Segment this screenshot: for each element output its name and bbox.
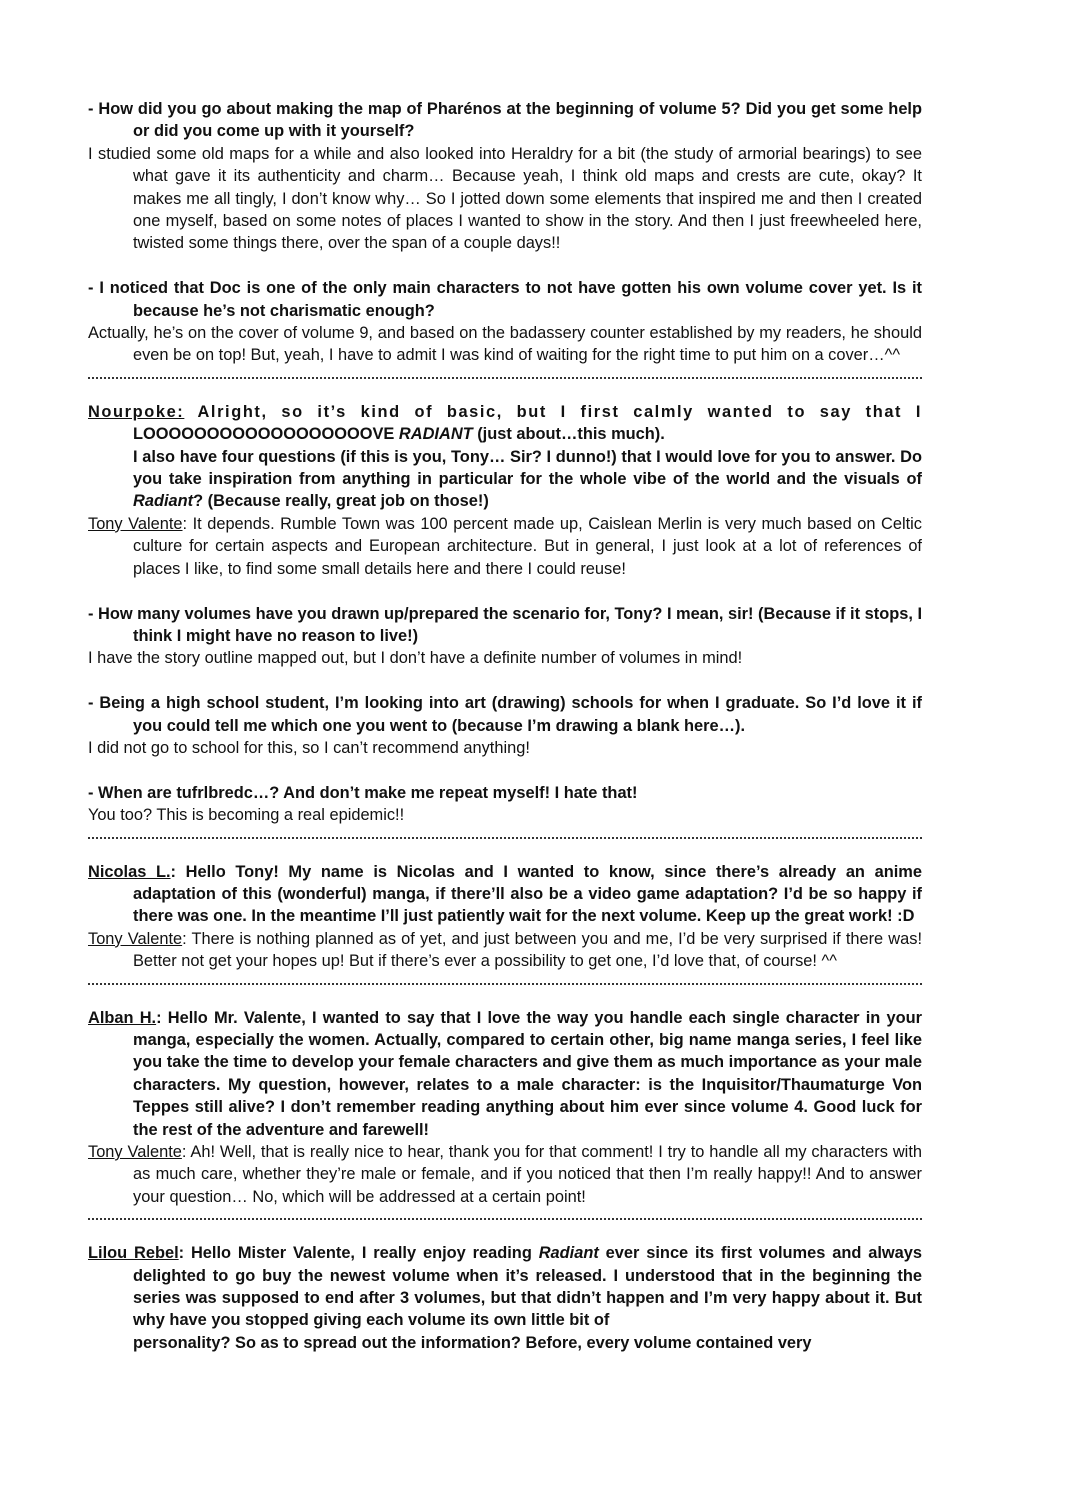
question-tufrlbredc: - When are tufrlbredc…? And don’t make me repeat myself! I hate that! — [88, 783, 638, 802]
nourpoke-intro-text: Alright, so it’s kind of basic, but I first calmly wanted to say that I — [184, 402, 922, 421]
radiant-title: Radiant — [133, 492, 194, 511]
answer-volumes: I have the story outline mapped out, but I don’t have a definite number of volumes in mind! — [88, 649, 743, 668]
author-name: Tony Valente — [88, 514, 183, 533]
reader-name-nicolas: Nicolas L. — [88, 862, 171, 881]
qa-page — [88, 98, 922, 1354]
radiant-title: Radiant — [538, 1244, 599, 1263]
cut-off-line — [88, 1332, 922, 1354]
question-map: - How did you go about making the map of Pharénos at the beginning of volume 5? Did you get some help or did you come up with it yourself? — [88, 100, 922, 141]
lilou-question-text-2: ever since its first volumes and always delighted to go buy the newest volume when it’s released. I understood that in the beginning the series was supposed to end after 3 volumes, but that didn’t happen and I’m very happy about it. But why have you stopped giving each volume its own little bit of — [133, 1244, 922, 1330]
answer-art-school: I did not go to school for this, so I can’t recommend anything! — [88, 738, 530, 757]
spacer — [88, 255, 922, 277]
question-doc-cover: - I noticed that Doc is one of the only main characters to not have gotten his own volume cover yet. Is it because he’s not charismatic enough? — [88, 279, 922, 320]
nourpoke-question-text: I also have four questions (if this is you, Tony… Sir? I dunno!) that I would love for you to answer. Do you take inspiration from anything in particular for the whole vibe of the world and the visuals of — [133, 447, 922, 489]
answer-inspiration-text: : It depends. Rumble Town was 100 percent made up, Caislean Merlin is very much based on Celtic culture for certain aspects and European architecture. But in general, I just look at a lot of references of places I like, to find some small details here and there I could reuse! — [133, 514, 922, 578]
answer-von-teppes-text: : Ah! Well, that is really nice to hear, thank you for that comment! I try to handle all my characters with as much care, whether they’re male or female, and if you noticed that then I’m really happy!! And to answer your question… No, which will be addressed at a certain point! — [133, 1143, 922, 1206]
author-name: Tony Valente — [88, 1143, 182, 1161]
answer-video-game — [88, 928, 922, 973]
nicolas-question-text: : Hello Tony! My name is Nicolas and I wanted to know, since there’s already an anime adaptation of this (wonderful) manga, if there’ll also be a video game adaptation? I’d be so happy if there was one. In the meantime I’ll just patiently wait for the next volume. Keep up the great work! :D — [133, 862, 922, 926]
spacer — [88, 759, 922, 781]
lilou-question — [88, 1242, 922, 1332]
answer-inspiration — [88, 513, 922, 580]
nourpoke-intro-text-2: LOOOOOOOOOOOOOOOOOOVE — [133, 425, 399, 444]
spacer — [88, 580, 922, 602]
answer-tufrlbredc: You too? This is becoming a real epidemic!! — [88, 806, 405, 825]
dotted-divider — [88, 983, 922, 985]
author-name: Tony Valente — [88, 929, 183, 948]
nourpoke-intro — [88, 401, 922, 446]
question-art-school: - Being a high school student, I’m looking into art (drawing) schools for when I graduate. So I’d love it if you could tell me which one you went to (because I’m drawing a blank here…). — [88, 694, 922, 735]
lilou-question-cut: personality? So as to spread out the information? Before, every volume contained very — [133, 1333, 812, 1352]
dotted-divider — [88, 1218, 922, 1220]
lilou-question-text: : Hello Mister Valente, I really enjoy reading — [178, 1244, 539, 1263]
answer-map: I studied some old maps for a while and also looked into Heraldry for a bit (the study of armorial bearings) to see what gave it its authenticity and charm… Because yeah, I think old maps and crests are cute, okay? It makes me all tingly, I don’t know why… So I jotted down some elements that inspired me and then I created one myself, based on some notes of places I wanted to show in the story. And then I just freewheeled here, twisted some things there, over the span of a couple days!! — [88, 144, 922, 253]
alban-question-text: : Hello Mr. Valente, I wanted to say that I love the way you handle each single character in your manga, especially the women. Actually, compared to certain other, big name manga series, I feel like you take the time to develop your female characters and give them as much importance as your male characters. My question, however, relates to a male character: is the Inquisitor/Thaumaturge Von Teppes still alive? I don’t remember reading anything about him ever since volume 4. Good luck for the rest of the adventure and farewell! — [133, 1008, 922, 1139]
nicolas-question — [88, 861, 922, 928]
reader-name-alban: Alban H. — [88, 1008, 157, 1027]
answer-video-game-text: : There is nothing planned as of yet, and just between you and me, I’d be very surprised if there was! Better not get your hopes up! But if there’s ever a possibility to get one, I’d love that, of course! ^^ — [133, 929, 922, 971]
alban-question — [88, 1007, 922, 1141]
reader-name-lilou: Lilou Rebel — [88, 1244, 179, 1263]
answer-von-teppes — [88, 1141, 922, 1208]
nourpoke-intro-text-3: (just about…this much). — [472, 425, 665, 444]
dotted-divider — [88, 837, 922, 839]
dotted-divider — [88, 377, 922, 379]
question-volumes: - How many volumes have you drawn up/prepared the scenario for, Tony? I mean, sir! (Because if it stops, I think I might have no reason to live!) — [88, 604, 922, 645]
nourpoke-question — [88, 446, 922, 513]
reader-name-nourpoke: Nourpoke: — [88, 402, 185, 421]
spacer — [88, 670, 922, 692]
radiant-title: RADIANT — [398, 425, 473, 444]
nourpoke-question-text-2: ? (Because really, great job on those!) — [193, 492, 489, 511]
answer-doc-cover: Actually, he’s on the cover of volume 9, and based on the badassery counter established by my readers, he should even be on top! But, yeah, I have to admit I was kind of waiting for the right time to put him on a cover…^^ — [88, 324, 922, 365]
